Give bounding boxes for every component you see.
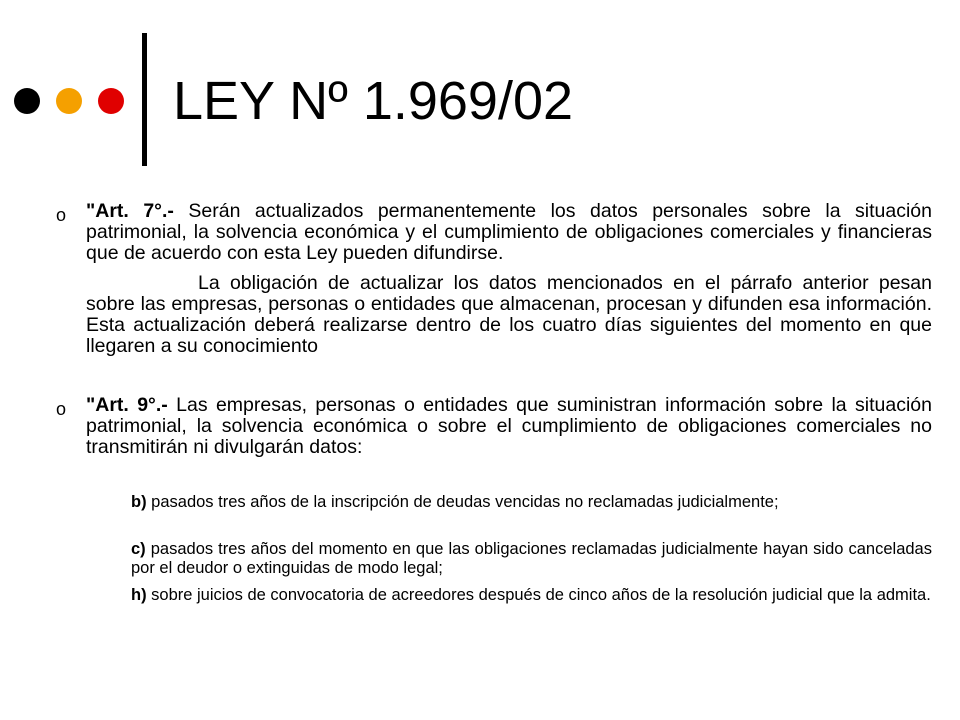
art9-item-b [131, 493, 932, 512]
art7-label: "Art. 7°.- [86, 200, 174, 222]
item-c-marker: c) [131, 540, 146, 558]
art7-paragraph [86, 201, 932, 264]
art7-text: Serán actualizados permanentemente los datos personales sobre la situación patrimonial, la solvencia económica y el cumplimiento de obligaciones comerciales y financieras que de acuerdo con esta Ley pueden difundirse. [86, 200, 932, 264]
item-h-marker: h) [131, 586, 147, 604]
item-b-text: pasados tres años de la inscripción de deudas vencidas no reclamadas judicialmente; [146, 493, 779, 511]
item-c-text: pasados tres años del momento en que las obligaciones reclamadas judicialmente hayan sido canceladas por el deudor o extinguidas de modo legal; [131, 540, 932, 577]
art9-label: "Art. 9°.- [86, 394, 168, 416]
bullet-art7: o [56, 205, 67, 225]
bullet-art9: o [56, 399, 67, 419]
item-h-text: sobre juicios de convocatoria de acreedores después de cinco años de la resolución judicial que la admita. [146, 586, 931, 604]
art9-item-c [131, 540, 932, 578]
art7-continuation: La obligación de actualizar los datos mencionados en el párrafo anterior pesan sobre las empresas, personas o entidades que almacenan, procesan y difunden esa información. Esta actualización deberá realizarse dentro de los cuatro días siguientes del momento en que llegaren a su conocimiento [86, 272, 932, 357]
orange-dot [56, 88, 82, 114]
black-dot [14, 88, 40, 114]
art9-paragraph [86, 395, 932, 458]
art9-text: Las empresas, personas o entidades que suministran información sobre la situación patrimonial, la solvencia económica o sobre el cumplimiento de obligaciones comerciales no transmitirán ni divulgarán datos: [86, 394, 932, 458]
art9-item-h [131, 586, 932, 605]
slide-title: LEY Nº 1.969/02 [173, 71, 574, 131]
decorative-dots [14, 88, 126, 114]
item-b-marker: b) [131, 493, 147, 511]
red-dot [98, 88, 124, 114]
title-divider [142, 33, 147, 166]
